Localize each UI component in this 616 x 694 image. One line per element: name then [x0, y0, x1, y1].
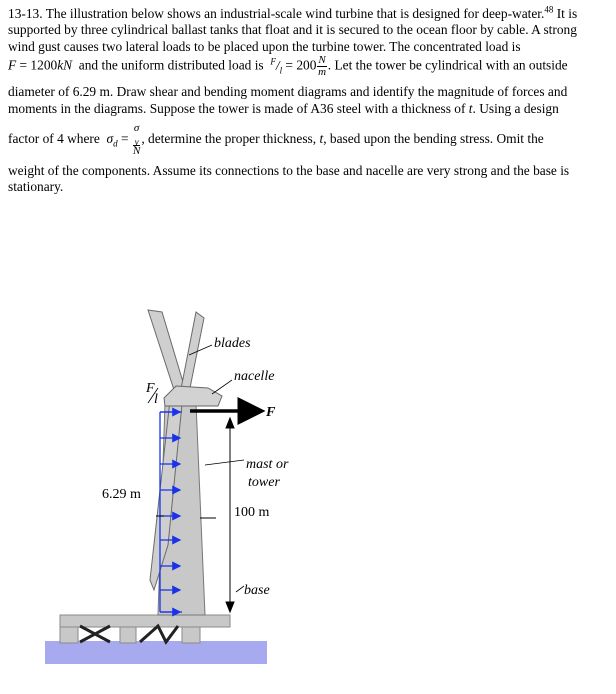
base-platform [60, 615, 230, 643]
svg-text:F: F [146, 381, 155, 396]
dist-load-fraction: $^F/_l$ [270, 56, 283, 76]
height-dimension [226, 418, 234, 612]
force-unit: kN [57, 57, 73, 73]
label-height: 100 m [234, 505, 270, 520]
thickness-symbol: t [468, 100, 473, 116]
nacelle [164, 386, 222, 406]
label-diameter: 6.29 m [102, 487, 141, 502]
footnote-ref: 48 [544, 4, 554, 15]
label-mast: mast or [246, 457, 289, 472]
dist-load-unit: $\frac{N}{m}$ [318, 54, 327, 79]
label-base: base [244, 583, 270, 598]
force-value: = 1200 [16, 57, 58, 73]
label-tower: tower [248, 475, 280, 490]
design-factor-fraction: σ $_y$ N [132, 122, 141, 158]
thickness-symbol-2: t [319, 131, 324, 147]
label-nacelle: nacelle [234, 369, 275, 384]
sigma-d: $\sigma_d$ [106, 131, 118, 149]
svg-text:l: l [154, 392, 158, 407]
label-force: F [266, 405, 276, 420]
problem-paragraph-2: diameter of 6.29 m. Draw shear and bending moment diagrams and identify the magnitude of forces and moments in the diagrams. Suppose the tower is made of A36 steel with a thickness of t. Using a design [8, 84, 568, 116]
label-dist-load [145, 381, 158, 407]
dist-load-value: = 200 [282, 57, 317, 73]
force-symbol: F [8, 57, 17, 73]
problem-after-load: . Let the tower be cylindrical with an outside [327, 57, 568, 73]
problem-intro-cont: It is supported by three cylindrical ballast tanks that float and it is secured to the ocean floor by cable. A strong wind gust causes two lateral loads to be placed upon the turbine tower. The concentrated load is [8, 6, 578, 54]
problem-factor-line: factor of 4 where $\sigma_d$ = σ $_y$ N , determine the proper thickness, t, based upon the bending stress. Omit the [8, 122, 544, 158]
problem-intro: 13-13. The illustration below shows an industrial-scale wind turbine that is designed for deep-water. [8, 6, 545, 21]
water-surface [45, 641, 267, 664]
and-text: and the uniform distributed load is [72, 57, 271, 73]
problem-paragraph-3: weight of the components. Assume its connections to the base and nacelle are very strong and the base is stationary. [8, 163, 570, 195]
label-blades: blades [214, 336, 251, 351]
